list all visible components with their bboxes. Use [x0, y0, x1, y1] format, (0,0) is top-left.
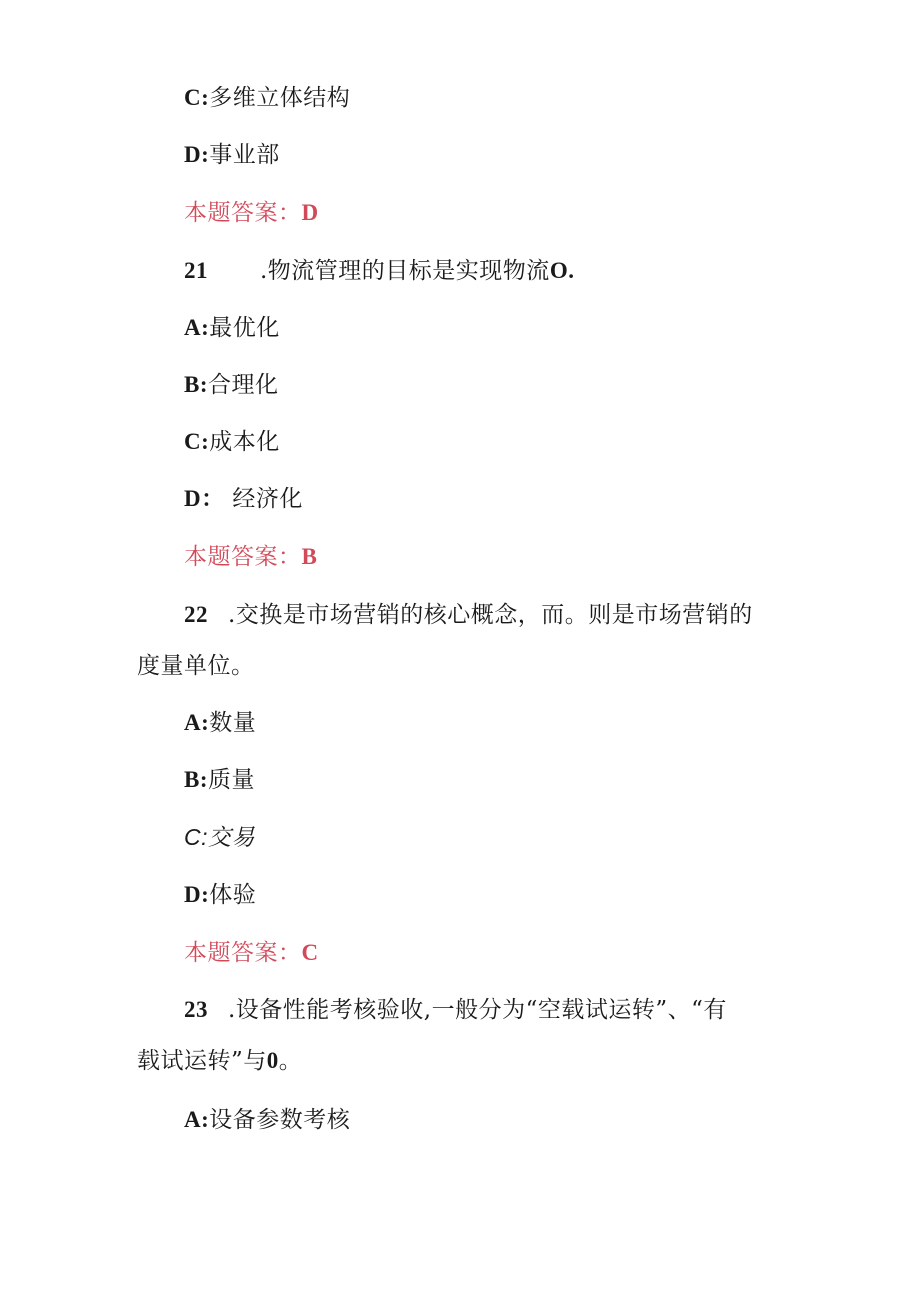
- option-text: 体验: [209, 882, 257, 908]
- option-text: 合理化: [208, 372, 279, 398]
- answer-line: [184, 198, 319, 228]
- answer-letter: B: [301, 544, 318, 569]
- option-label: C:: [184, 824, 208, 850]
- question-blank: O.: [549, 258, 575, 283]
- option-text: 最优化: [209, 315, 280, 341]
- question-21: [184, 256, 574, 286]
- question-text: 度量单位。: [137, 653, 255, 679]
- option-d: [184, 880, 256, 910]
- answer-letter: D: [301, 200, 319, 225]
- question-text: .设备性能考核验收,一般分为“空载试运转”、“有: [228, 997, 727, 1023]
- option-a: [184, 1105, 350, 1135]
- question-23-continuation: [137, 1046, 302, 1076]
- option-label: C:: [184, 85, 210, 110]
- option-text: 设备参数考核: [209, 1107, 351, 1133]
- question-23: [184, 995, 727, 1025]
- option-label: A:: [184, 710, 210, 735]
- question-number: 21: [184, 258, 208, 283]
- option-label: C:: [184, 429, 210, 454]
- option-text: 经济化: [224, 486, 303, 512]
- option-c: [184, 427, 280, 457]
- option-text: 事业部: [209, 142, 280, 168]
- option-label: D:: [184, 882, 210, 907]
- question-text: .物流管理的目标是实现物流: [260, 258, 550, 284]
- option-text: 质量: [208, 767, 255, 793]
- option-text: 交易: [208, 825, 255, 851]
- option-label: A:: [184, 1107, 210, 1132]
- option-label: D：: [184, 486, 225, 511]
- option-text: 多维立体结构: [209, 85, 351, 111]
- option-d: [184, 484, 303, 514]
- option-c: [184, 822, 255, 853]
- answer-prefix: 本题答案：: [184, 940, 302, 966]
- question-number: 22: [184, 602, 208, 627]
- question-22-continuation: [137, 651, 255, 681]
- answer-line: [184, 542, 317, 572]
- answer-letter: C: [301, 940, 319, 965]
- question-text: 载试运转”与: [137, 1048, 267, 1074]
- question-text-end: 。: [278, 1048, 303, 1074]
- answer-prefix: 本题答案：: [184, 544, 302, 570]
- answer-line: [184, 938, 319, 968]
- option-text: 成本化: [209, 429, 280, 455]
- option-b: [184, 765, 255, 795]
- question-blank: 0: [266, 1048, 279, 1073]
- question-22: [184, 600, 753, 630]
- answer-prefix: 本题答案：: [184, 200, 302, 226]
- option-label: B:: [184, 372, 208, 397]
- option-a: [184, 313, 280, 343]
- option-c: [184, 83, 350, 113]
- option-label: B:: [184, 767, 208, 792]
- option-a: [184, 708, 256, 738]
- question-text: .交换是市场营销的核心概念，而。则是市场营销的: [228, 602, 753, 628]
- question-number: 23: [184, 997, 208, 1022]
- option-label: D:: [184, 142, 210, 167]
- option-label: A:: [184, 315, 210, 340]
- option-d: [184, 140, 280, 170]
- option-b: [184, 370, 279, 400]
- option-text: 数量: [209, 710, 257, 736]
